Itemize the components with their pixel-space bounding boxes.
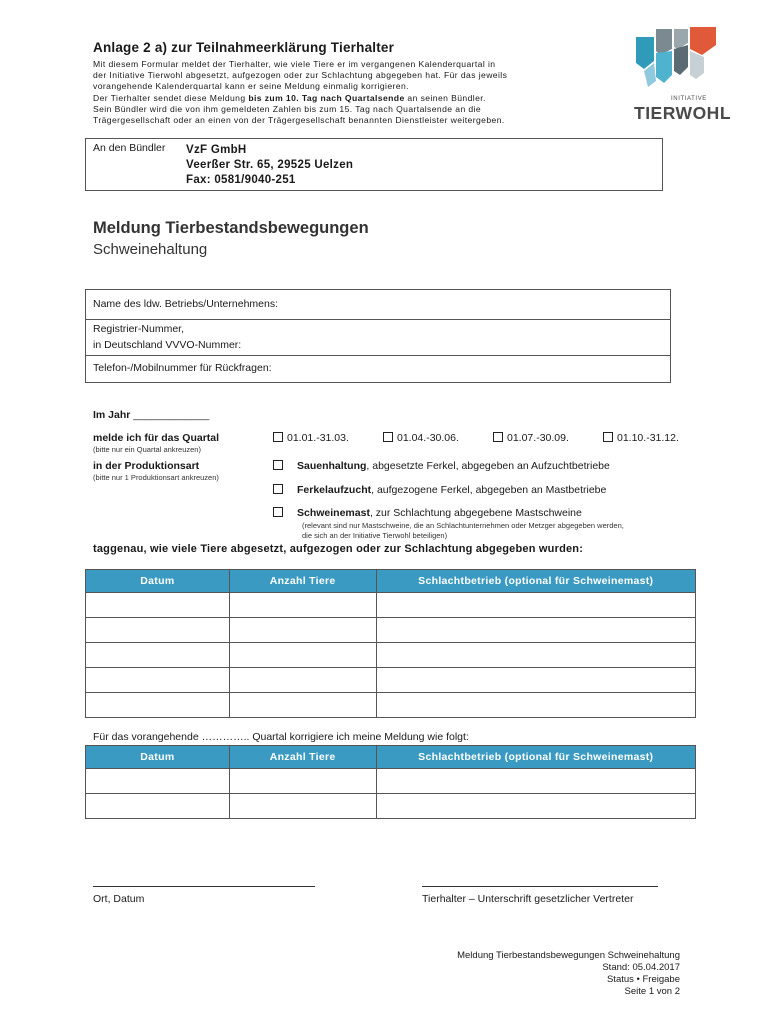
slaughterhouse-cell[interactable] — [376, 668, 696, 693]
quarter-option-q4[interactable]: 01.10.-31.12. — [603, 432, 679, 444]
checkbox[interactable] — [273, 460, 283, 470]
page-subtitle: Schweinehaltung — [93, 241, 208, 258]
footer-status: Status • Freigabe — [606, 974, 680, 985]
production-option-schweinemast[interactable]: Schweinemast, zur Schlachtung abgegebene Mastschweine — [273, 507, 582, 519]
quarter-option-q3[interactable]: 01.07.-30.09. — [493, 432, 569, 444]
slaughterhouse-cell[interactable] — [376, 618, 696, 643]
table-row — [86, 769, 696, 794]
place-date-signature-line[interactable] — [93, 886, 315, 887]
deadline-emphasis: bis zum 10. Tag nach Quartalsende — [248, 93, 405, 103]
deadline-line: Sein Bündler wird die von ihm gemeldeten Zahlen bis zum 15. Tag nach Quartalsende an die — [93, 104, 482, 114]
year-blank[interactable]: _____________ — [133, 409, 210, 421]
column-header-count: Anzahl Tiere — [229, 746, 376, 769]
checkbox[interactable] — [603, 432, 613, 442]
owner-signature-label: Tierhalter – Unterschrift gesetzlicher Vertreter — [422, 893, 634, 905]
table-row — [86, 618, 696, 643]
count-cell[interactable] — [229, 618, 376, 643]
address-company: VzF GmbH — [186, 144, 247, 156]
table-row — [86, 668, 696, 693]
logo-tierwohl-text: TIERWOHL — [634, 103, 732, 123]
table-row — [86, 643, 696, 668]
quarter-option-q1[interactable]: 01.01.-31.03. — [273, 432, 349, 444]
column-header-date: Datum — [86, 746, 230, 769]
field-divider — [86, 319, 670, 320]
mast-note: die sich an der Initiative Tierwohl beteiligen) — [302, 531, 448, 540]
address-fax: Fax: 0581/9040-251 — [186, 174, 296, 186]
table-row — [86, 794, 696, 819]
count-cell[interactable] — [229, 693, 376, 718]
deadline-line: Der Tierhalter sendet diese Meldung bis zum 10. Tag nach Quartalsende an seinen Bündler. — [93, 93, 486, 103]
year-field[interactable] — [93, 409, 209, 421]
slaughterhouse-cell[interactable] — [376, 593, 696, 618]
checkbox[interactable] — [273, 432, 283, 442]
footer — [400, 950, 680, 998]
phone-field[interactable]: Telefon-/Mobilnummer für Rückfragen: — [93, 362, 272, 374]
report-table — [85, 569, 696, 718]
count-cell[interactable] — [229, 794, 376, 819]
logo-initiative-text: INITIATIVE — [671, 96, 707, 102]
footer-document-name: Meldung Tierbestandsbewegungen Schweinehaltung — [457, 950, 680, 961]
slaughterhouse-cell[interactable] — [376, 693, 696, 718]
date-cell[interactable] — [86, 693, 230, 718]
count-cell[interactable] — [229, 769, 376, 794]
date-cell[interactable] — [86, 668, 230, 693]
table-row — [86, 693, 696, 718]
production-option-sauenhaltung[interactable]: Sauenhaltung, abgesetzte Ferkel, abgegeben an Aufzuchtbetriebe — [273, 460, 610, 472]
date-cell[interactable] — [86, 593, 230, 618]
company-name-field[interactable]: Name des ldw. Betriebs/Unternehmens: — [93, 298, 279, 310]
date-cell[interactable] — [86, 769, 230, 794]
report-summary: taggenau, wie viele Tiere abgesetzt, aufgezogen oder zur Schlachtung abgegeben wurden: — [93, 543, 584, 555]
intro-line: vorangehende Kalenderquartal kann er seine Meldung einmalig korrigieren. — [93, 81, 409, 91]
year-label: Im Jahr — [93, 409, 131, 421]
intro-line: Mit diesem Formular meldet der Tierhalter, wie viele Tiere er im vergangenen Kalenderquartal in — [93, 59, 496, 69]
mast-note: (relevant sind nur Mastschweine, die an Schlachtunternehmen oder Metzger abgegeben werden, — [302, 521, 624, 530]
correction-text: Für das vorangehende ………….. Quartal korrigiere ich meine Meldung wie folgt: — [93, 731, 469, 743]
quarter-label: melde ich für das Quartal — [93, 432, 220, 444]
place-date-label: Ort, Datum — [93, 893, 145, 905]
address-street: Veerßer Str. 65, 29525 Uelzen — [186, 159, 354, 171]
count-cell[interactable] — [229, 668, 376, 693]
checkbox[interactable] — [493, 432, 503, 442]
slaughterhouse-cell[interactable] — [376, 794, 696, 819]
page-title: Meldung Tierbestandsbewegungen — [93, 219, 369, 237]
address-box — [85, 138, 663, 191]
quarter-option-q2[interactable]: 01.04.-30.06. — [383, 432, 459, 444]
slaughterhouse-cell[interactable] — [376, 643, 696, 668]
column-header-count: Anzahl Tiere — [229, 570, 376, 593]
column-header-slaughterhouse: Schlachtbetrieb (optional für Schweinemast) — [376, 570, 696, 593]
vvvo-number-field[interactable]: in Deutschland VVVO-Nummer: — [93, 339, 242, 351]
checkbox[interactable] — [383, 432, 393, 442]
intro-line: der Initiative Tierwohl abgesetzt, aufgezogen oder zur Schlachtung abgegeben hat. Für das jeweils — [93, 70, 508, 80]
checkbox[interactable] — [273, 484, 283, 494]
production-label: in der Produktionsart — [93, 460, 200, 472]
count-cell[interactable] — [229, 593, 376, 618]
column-header-slaughterhouse: Schlachtbetrieb (optional für Schweinemast) — [376, 746, 696, 769]
column-header-date: Datum — [86, 570, 230, 593]
checkbox[interactable] — [273, 507, 283, 517]
field-divider — [86, 355, 670, 356]
slaughterhouse-cell[interactable] — [376, 769, 696, 794]
address-label: An den Bündler — [93, 142, 166, 154]
deadline-line: Trägergesellschaft oder an einen von der Trägergesellschaft benannten Dienstleister weitergeben. — [93, 115, 505, 125]
form-title: Anlage 2 a) zur Teilnahmeerklärung Tierhalter — [93, 40, 395, 55]
deadline-text — [93, 93, 573, 126]
register-number-label: Registrier-Nummer, — [93, 323, 185, 335]
intro-text — [93, 59, 573, 92]
footer-date: Stand: 05.04.2017 — [602, 962, 680, 973]
date-cell[interactable] — [86, 618, 230, 643]
date-cell[interactable] — [86, 643, 230, 668]
date-cell[interactable] — [86, 794, 230, 819]
owner-signature-line[interactable] — [422, 886, 658, 887]
production-hint: (bitte nur 1 Produktionsart ankreuzen) — [93, 473, 219, 482]
table-row — [86, 593, 696, 618]
correction-table — [85, 745, 696, 819]
quarter-hint: (bitte nur ein Quartal ankreuzen) — [93, 445, 201, 454]
count-cell[interactable] — [229, 643, 376, 668]
footer-page-number: Seite 1 von 2 — [624, 986, 680, 997]
production-option-ferkelaufzucht[interactable]: Ferkelaufzucht, aufgezogene Ferkel, abgegeben an Mastbetriebe — [273, 484, 606, 496]
